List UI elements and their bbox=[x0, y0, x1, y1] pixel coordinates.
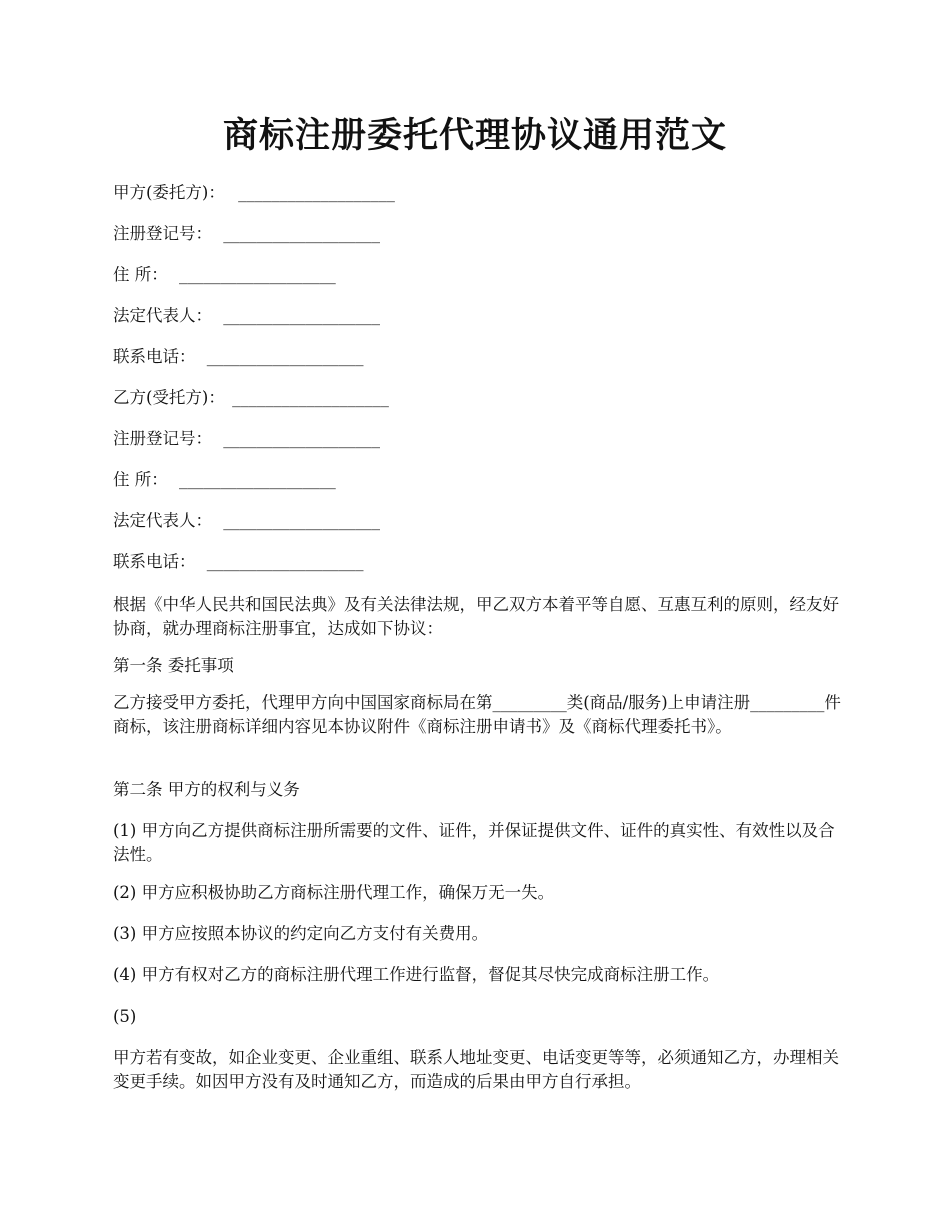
article-2-item-1-text: (1) 甲方向乙方提供商标注册所需要的文件、证件，并保证提供文件、证件的真实性、有效性以及合法性。 bbox=[113, 821, 835, 864]
party-a-reg-line bbox=[113, 222, 380, 246]
party-a-phone-label: 联系电话： bbox=[113, 347, 196, 366]
party-a-address-blank: ___________________ bbox=[179, 265, 336, 284]
party-a-address-line bbox=[113, 263, 336, 287]
party-b-reg-blank: ___________________ bbox=[223, 429, 380, 448]
party-a-label: 甲方(委托方)： bbox=[113, 183, 225, 202]
article-2-heading: 第二条 甲方的权利与义务 bbox=[113, 780, 300, 799]
article-2-item-5-label: (5) bbox=[113, 1007, 137, 1026]
party-b-rep-blank: ___________________ bbox=[223, 511, 380, 530]
party-b-reg-line bbox=[113, 427, 380, 451]
intro-text: 根据《中华人民共和国民法典》及有关法律法规，甲乙双方本着平等自愿、互惠互利的原则，经友好协商，就办理商标注册事宜，达成如下协议： bbox=[113, 595, 839, 638]
party-b-rep-label: 法定代表人： bbox=[113, 511, 212, 530]
document-title: 商标注册委托代理协议通用范文 bbox=[222, 115, 727, 156]
party-b-address-line bbox=[113, 468, 336, 492]
article-2-item-1 bbox=[113, 819, 843, 867]
party-b-label: 乙方(受托方)： bbox=[113, 388, 225, 407]
article-2-item-4: (4) 甲方有权对乙方的商标注册代理工作进行监督，督促其尽快完成商标注册工作。 bbox=[113, 965, 720, 984]
party-a-blank: ___________________ bbox=[238, 183, 395, 202]
party-a-rep-line bbox=[113, 304, 380, 328]
article-1-text: 乙方接受甲方委托，代理甲方向中国国家商标局在第_________类(商品/服务)上申请注册_________件商标，该注册商标详细内容见本协议附件《商标注册申请书》及《商标代理委托书》。 bbox=[113, 693, 841, 736]
party-b-line bbox=[113, 386, 389, 410]
article-1-heading: 第一条 委托事项 bbox=[113, 656, 234, 675]
party-a-phone-line bbox=[113, 345, 364, 369]
article-2-item-5-text: 甲方若有变故，如企业变更、企业重组、联系人地址变更、电话变更等等，必须通知乙方，办理相关变更手续。如因甲方没有及时通知乙方，而造成的后果由甲方自行承担。 bbox=[113, 1048, 839, 1091]
article-2-item-5 bbox=[113, 1046, 843, 1094]
party-b-phone-blank: ___________________ bbox=[206, 552, 364, 571]
party-b-reg-label: 注册登记号： bbox=[113, 429, 212, 448]
party-b-rep-line bbox=[113, 509, 380, 533]
party-a-phone-blank: ___________________ bbox=[206, 347, 364, 366]
article-2-item-2: (2) 甲方应积极协助乙方商标注册代理工作，确保万无一失。 bbox=[113, 883, 555, 902]
party-b-phone-label: 联系电话： bbox=[113, 552, 196, 571]
article-2-item-3: (3) 甲方应按照本协议的约定向乙方支付有关费用。 bbox=[113, 924, 489, 943]
party-b-address-blank: ___________________ bbox=[179, 470, 336, 489]
party-a-address-label: 住 所： bbox=[113, 265, 168, 284]
party-a-rep-blank: ___________________ bbox=[223, 306, 380, 325]
party-b-phone-line bbox=[113, 550, 364, 574]
party-a-reg-blank: ___________________ bbox=[223, 224, 380, 243]
party-a-rep-label: 法定代表人： bbox=[113, 306, 212, 325]
party-a-line bbox=[113, 181, 395, 205]
intro-paragraph bbox=[113, 593, 843, 641]
party-b-blank: ___________________ bbox=[232, 388, 389, 407]
party-a-reg-label: 注册登记号： bbox=[113, 224, 212, 243]
party-b-address-label: 住 所： bbox=[113, 470, 168, 489]
article-1-paragraph bbox=[113, 691, 843, 739]
